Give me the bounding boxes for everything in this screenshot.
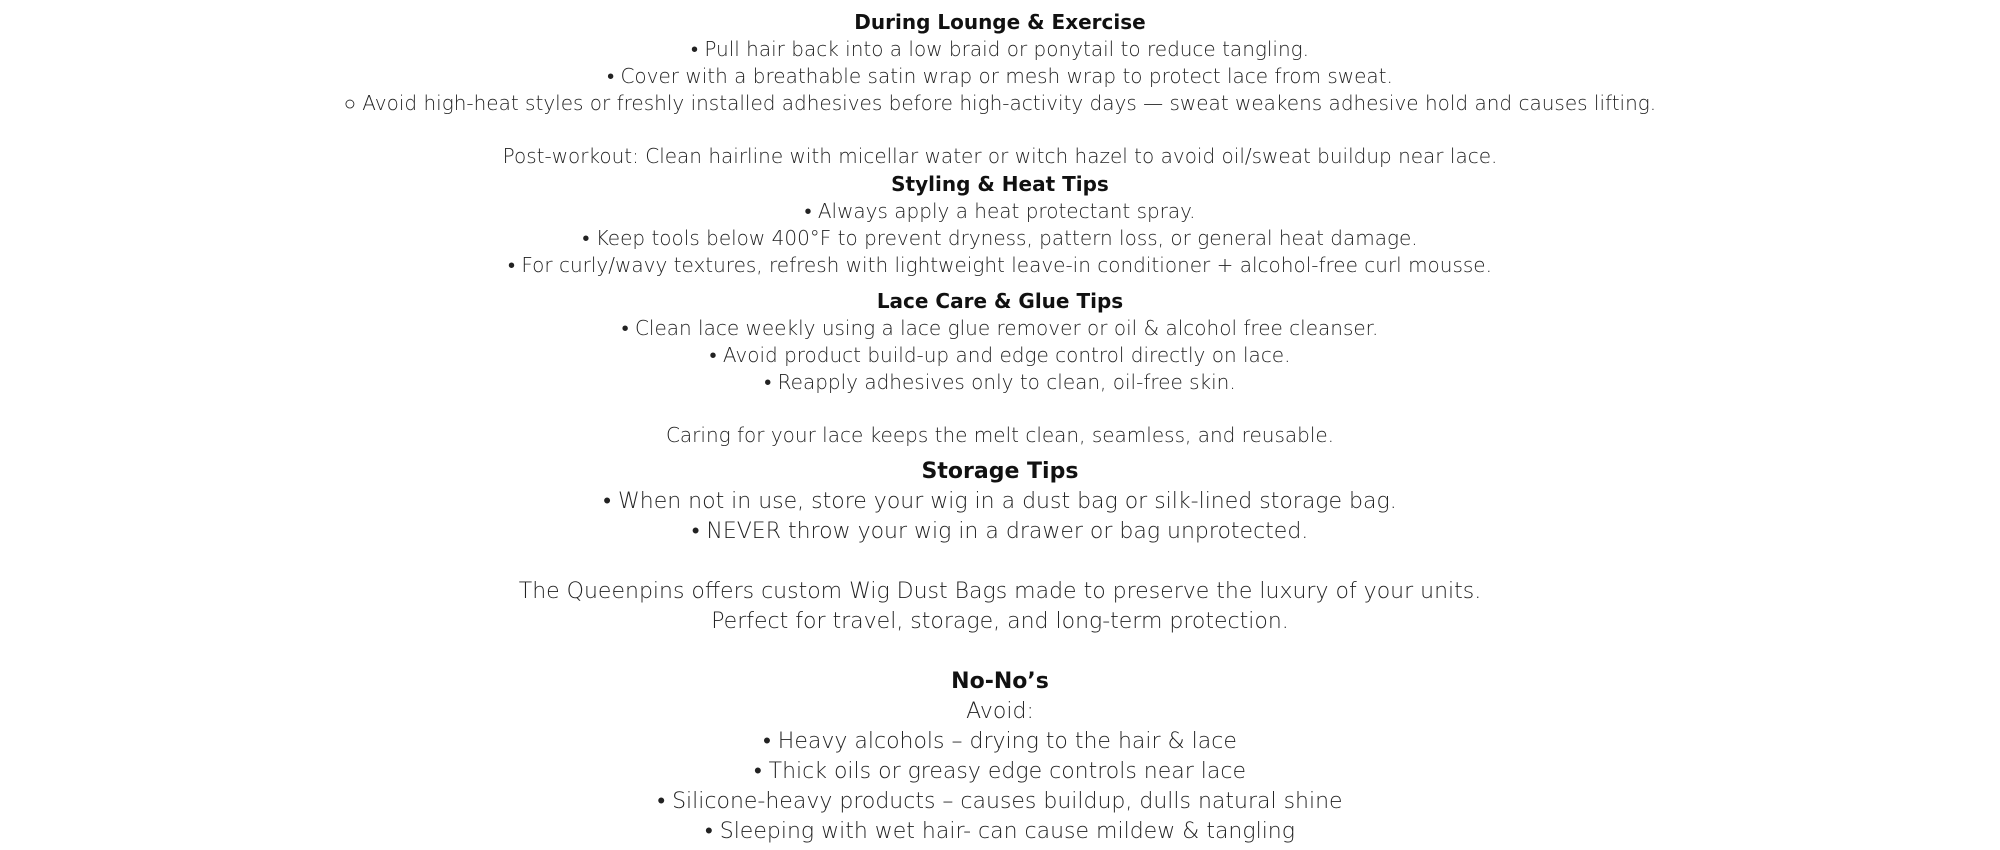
section-heading: Lace Care & Glue Tips <box>876 289 1124 313</box>
list-item: ○ Avoid high-heat styles or freshly installed adhesives before high-activity days — sweat weakens adhesive hold and causes lifting. <box>343 91 1657 115</box>
section-heading: No-No’s <box>951 669 1049 694</box>
list-item: • Sleeping with wet hair- can cause mildew & tangling <box>705 819 1295 844</box>
list-item: • Cover with a breathable satin wrap or mesh wrap to protect lace from sweat. <box>607 64 1393 88</box>
section-styling-heat <box>0 170 2000 279</box>
avoid-intro: Avoid: <box>966 699 1034 724</box>
list-item: • Always apply a heat protectant spray. <box>804 199 1196 223</box>
list-item: • NEVER throw your wig in a drawer or bag unprotected. <box>691 519 1309 544</box>
lace-closing-note: Caring for your lace keeps the melt clean, seamless, and reusable. <box>665 423 1335 447</box>
list-item: • Avoid product build-up and edge control directly on lace. <box>709 343 1291 367</box>
list-item: • For curly/wavy textures, refresh with lightweight leave-in conditioner + alcohol-free curl mousse. <box>508 253 1492 277</box>
promo-line: Perfect for travel, storage, and long-term protection. <box>711 609 1289 634</box>
dust-bag-promo <box>0 577 2000 637</box>
section-heading: Styling & Heat Tips <box>891 172 1109 196</box>
list-item: • Clean lace weekly using a lace glue remover or oil & alcohol free cleanser. <box>621 316 1379 340</box>
list-item: • Silicone-heavy products – causes buildup, dulls natural shine <box>657 789 1343 814</box>
section-lace-care <box>0 287 2000 449</box>
list-item: • When not in use, store your wig in a dust bag or silk-lined storage bag. <box>603 489 1397 514</box>
section-storage <box>0 457 2000 637</box>
section-heading: During Lounge & Exercise <box>854 10 1146 34</box>
list-item: • Heavy alcohols – drying to the hair & lace <box>763 729 1237 754</box>
promo-line: The Queenpins offers custom Wig Dust Bags made to preserve the luxury of your units. <box>518 579 1482 604</box>
list-item: • Reapply adhesives only to clean, oil-free skin. <box>764 370 1236 394</box>
list-item: • Pull hair back into a low braid or ponytail to reduce tangling. <box>690 37 1310 61</box>
section-lounge-exercise <box>0 0 2000 170</box>
section-heading: Storage Tips <box>921 459 1079 484</box>
list-item: • Thick oils or greasy edge controls near lace <box>753 759 1247 784</box>
post-workout-tip: Post-workout: Clean hairline with micellar water or witch hazel to avoid oil/sweat buildup near lace. <box>502 144 1498 168</box>
section-no-nos <box>0 667 2000 847</box>
list-item: • Keep tools below 400°F to prevent dryness, pattern loss, or general heat damage. <box>582 226 1418 250</box>
